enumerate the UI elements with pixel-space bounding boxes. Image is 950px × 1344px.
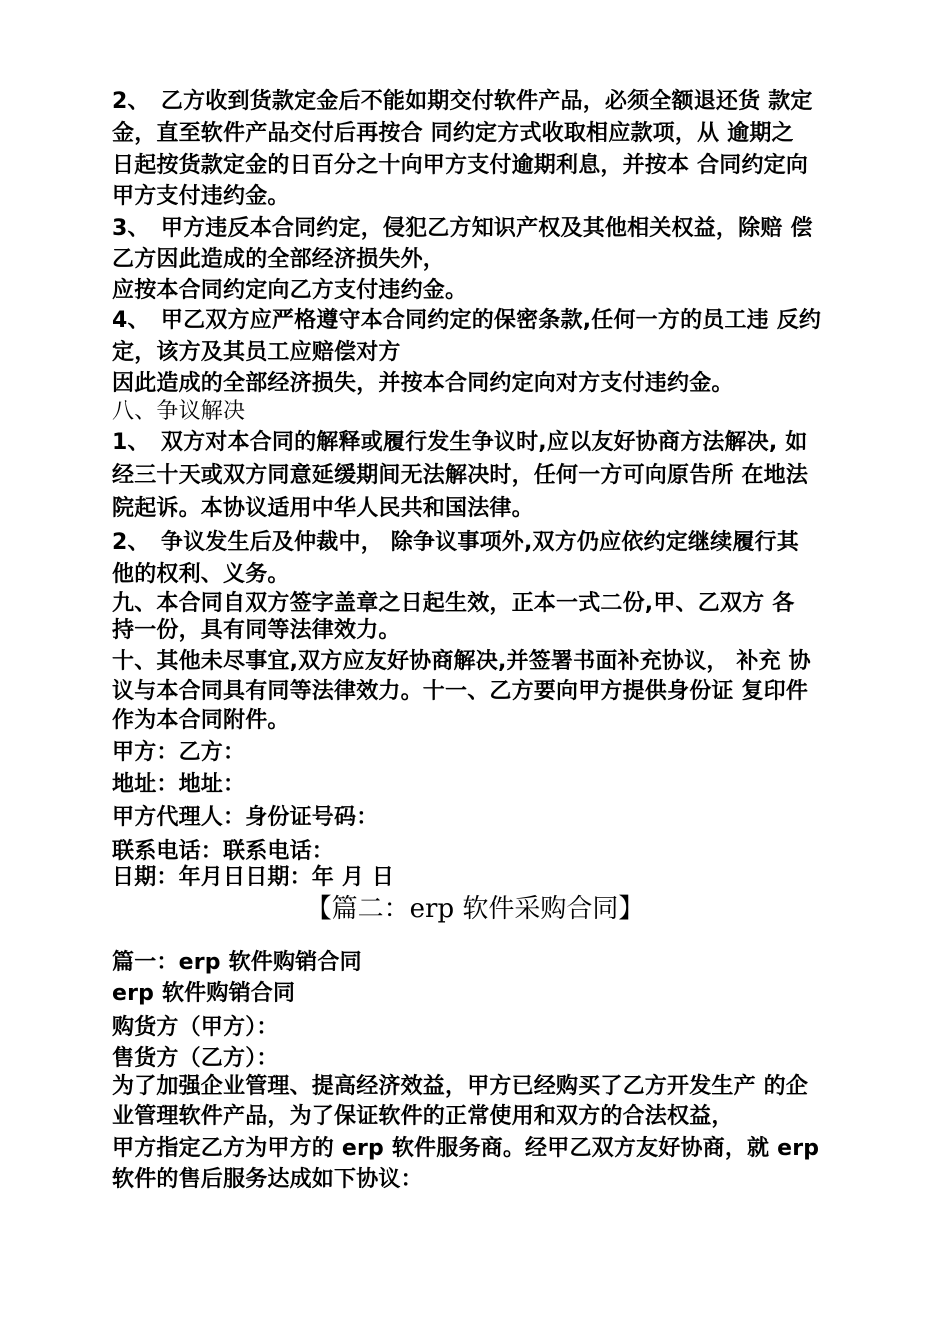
paragraph-line: 4、 甲乙双方应严格遵守本合同约定的保密条款,任何一方的员工违 反约 [112,308,822,333]
paragraph-line: 他的权利、义务。 [112,562,290,587]
paragraph-line: 因此造成的全部经济损失，并按本合同约定向对方支付违约金。 [112,371,734,396]
paragraph-line: 业管理软件产品，为了保证软件的正常使用和双方的合法权益， [112,1104,734,1129]
paragraph-line: 2、 乙方收到货款定金后不能如期交付软件产品，必须全额退还货 款定 [112,89,813,114]
paragraph-line: 乙方因此造成的全部经济损失外， [112,247,446,272]
paragraph-line: 甲方支付违约金。 [112,184,290,209]
paragraph-line: 为了加强企业管理、提高经济效益，甲方已经购买了乙方开发生产 的企 [112,1074,809,1099]
paragraph-line: 1、 双方对本合同的解释或履行发生争议时,应以友好协商方法解决, 如 [112,430,808,455]
paragraph-line: 应按本合同约定向乙方支付违约金。 [112,278,468,303]
contract-title: erp 软件购销合同 [112,981,296,1006]
paragraph-line: 软件的售后服务达成如下协议： [112,1167,423,1192]
paragraph-line: 3、 甲方违反本合同约定，侵犯乙方知识产权及其他相关权益，除赔 偿 [112,216,813,241]
paragraph-line: 日起按货款定金的日百分之十向甲方支付逾期利息，并按本 合同约定向 [112,153,809,178]
section-heading: 【篇二：erp 软件采购合同】 [305,894,645,924]
paragraph-line: 作为本合同附件。 [112,708,290,733]
signature-line: 联系电话：联系电话： [112,839,335,864]
signature-line: 甲方代理人：身份证号码： [112,805,379,830]
signature-line: 地址：地址： [112,772,246,797]
paragraph-line: 2、 争议发生后及仲裁中， 除争议事项外,双方仍应依约定继续履行其 [112,530,799,555]
paragraph-line: 持一份，具有同等法律效力。 [112,618,401,643]
paragraph-line: 院起诉。本协议适用中华人民共和国法律。 [112,496,534,521]
signature-line: 日期：年月日日期：年 月 日 [112,865,395,890]
paragraph-line: 九、本合同自双方签字盖章之日起生效，正本一式二份,甲、乙双方 各 [112,591,795,616]
section-title: 八、争议解决 [112,399,246,424]
paragraph-line: 定，该方及其员工应赔偿对方 [112,340,401,365]
paragraph-line: 甲方指定乙方为甲方的 erp 软件服务商。经甲乙双方友好协商，就 erp [112,1136,820,1161]
paragraph-line: 金，直至软件产品交付后再按合 同约定方式收取相应款项，从 逾期之 [112,121,794,146]
party-line: 购货方（甲方）： [112,1015,279,1040]
paragraph-line: 议与本合同具有同等法律效力。十一、乙方要向甲方提供身份证 复印件 [112,679,809,704]
paragraph-line: 十、其他未尽事宜,双方应友好协商解决,并签署书面补充协议， 补充 协 [112,649,811,674]
paragraph-line: 经三十天或双方同意延缓期间无法解决时，任何一方可向原告所 在地法 [112,463,809,488]
signature-line: 甲方：乙方： [112,740,246,765]
party-line: 售货方（乙方）： [112,1046,279,1071]
subsection-title: 篇一：erp 软件购销合同 [112,950,362,975]
